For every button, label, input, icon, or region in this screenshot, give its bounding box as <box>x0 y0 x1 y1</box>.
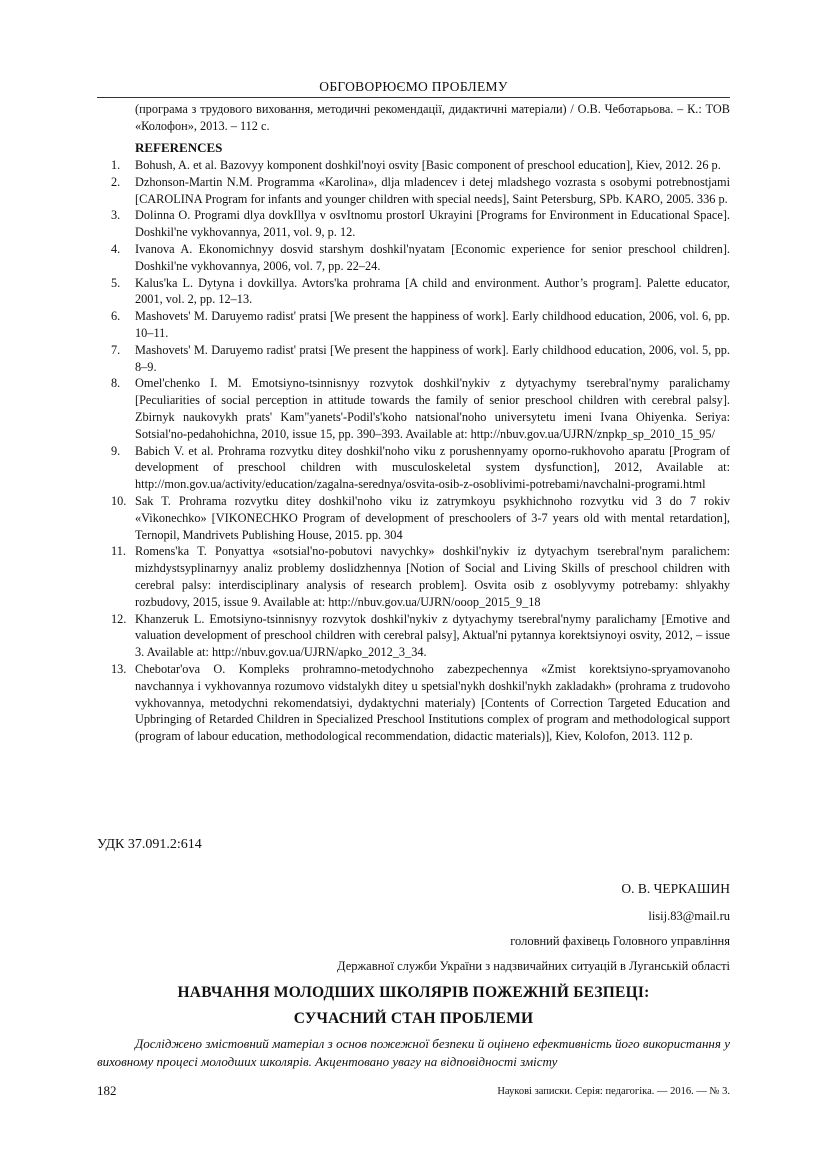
reference-item <box>97 174 730 208</box>
reference-item <box>97 241 730 275</box>
reference-number: 13. <box>111 661 127 676</box>
reference-text: Mashovets' M. Daruyemo radist' pratsi [We present the happiness of work]. Early childhood education, 2006, vol. 6, pp. 10–11. <box>135 309 730 340</box>
reference-text: Khanzeruk L. Emotsiyno-tsinnisnyy rozvytok doshkil'nykiv z dytyachymy tserebral'nymy paralichamy [Emotive and valuation development of preschool children with cerebral palsy], Aktual'ni pytannya korektsiynoyi osvity, 2012, – issue 3. Available at: http://nbuv.gov.ua/UJRN/apko_2012_3_34. <box>135 611 730 660</box>
article-title-line1: НАВЧАННЯ МОЛОДШИХ ШКОЛЯРІВ ПОЖЕЖНІЙ БЕЗПЕЦІ: <box>177 984 650 1001</box>
reference-continuation: (програма з трудового виховання, методичні рекомендації, дидактичні матеріали) / О.В. Чеботарьова. – К.: ТОВ «Колофон», 2013. – 112 с. <box>135 102 730 133</box>
reference-item <box>97 443 730 493</box>
reference-item <box>97 375 730 442</box>
reference-item <box>97 611 730 661</box>
reference-item <box>97 157 730 174</box>
reference-item <box>97 493 730 543</box>
reference-text: Dzhonson-Martin N.M. Programma «Karolina», dlja mladencev i detej mladshego vozrasta s osobymi potrebnostjami [CAROLINA Program for infants and younger children with special needs], Saint Petersburg, SPb. KARO, 2005. 336 p. <box>135 174 730 206</box>
reference-number: 10. <box>111 493 127 508</box>
reference-number: 12. <box>111 611 127 626</box>
author-position: головний фахівець Головного управління <box>510 934 730 948</box>
author-affiliation: Державної служби України з надзвичайних ситуацій в Луганській області <box>337 959 730 973</box>
reference-number: 8. <box>111 376 121 391</box>
reference-item <box>97 207 730 241</box>
page-number: 182 <box>97 1083 117 1098</box>
udk-code: УДК 37.091.2:614 <box>97 837 202 852</box>
reference-number: 3. <box>111 208 121 223</box>
reference-item <box>97 342 730 376</box>
reference-number: 6. <box>111 309 121 324</box>
reference-text: Mashovets' M. Daruyemo radist' pratsi [We present the happiness of work]. Early childhood education, 2006, vol. 5, pp. 8–9. <box>135 342 730 374</box>
author-name: О. В. ЧЕРКАШИН <box>621 881 730 896</box>
reference-number: 4. <box>111 241 121 256</box>
references-heading: REFERENCES <box>135 140 223 155</box>
reference-item <box>97 308 730 342</box>
references-list <box>97 157 730 745</box>
reference-item <box>97 543 730 610</box>
reference-text: Bohush, A. et al. Bazovyy komponent doshkil'noyi osvity [Basic component of preschool education], Kiev, 2012. 26 p. <box>135 158 721 172</box>
article-abstract: Досліджено змістовний матеріал з основ пожежної безпеки й оцінено ефективність його використання у виховному процесі молодших школярів. Акцентовано увагу на відповідності змісту <box>97 1036 730 1069</box>
header-rule <box>97 97 730 98</box>
reference-text: Dolinna O. Programi dlya dovkIllya v osvItnomu prostorI Ukrayini [Programs for Environment in Educational Space]. Doshkil'ne vykhovannya, 2011, vol. 9, p. 12. <box>135 208 730 240</box>
journal-footer: Наукові записки. Серія: педагогіка. — 2016. — № 3. <box>497 1086 730 1097</box>
reference-text: Chebotar'ova O. Kompleks prohramno-metodychnoho zabezpechennya «Zmist korektsiyno-spryamovanoho navchannya i vykhovannya rozumovo vidstalykh ditey u spetsial'nykh doshkil'nykh zakladakh» (prohrama z trudovoho vykhovannya, metodychni rekomendatsiyi, dydaktychni materialy) [Contents of Correction Targeted Education and Upbringing of Retarded Children in Specialized Preschool Institutions complex of program and methodological support (program of labour education, methodological recommendation, didactic materials)], Kiev, Kolofon, 2013. 112 p. <box>135 661 730 744</box>
reference-text: Romens'ka T. Ponyattya «sotsial'no-pobutovi navychky» doshkil'nykiv iz dytyachym tserebral'nym paralichem: mizhdystsyplinarnyy analiz problemy doslidzhennya [Notion of Social and Living Skills of preschool children with cerebral palsy: interdisciplinary analysis of research problem]. Osvita osib z osoblyvymy potrebamy: shlyakhy rozbudovy, 2015, issue 9. Available at: http://nbuv.gov.ua/UJRN/ooop_2015_9_18 <box>135 544 730 609</box>
reference-number: 2. <box>111 174 121 189</box>
author-email: lisij.83@mail.ru <box>648 909 730 923</box>
reference-number: 7. <box>111 342 121 357</box>
article-title-line2: СУЧАСНИЙ СТАН ПРОБЛЕМИ <box>293 1010 534 1027</box>
reference-text: Ivanova A. Ekonomichnyy dosvid starshym doshkil'nyatam [Economic experience for senior preschool children]. Doshkil'ne vykhovannya, 2006, vol. 7, pp. 22–24. <box>135 241 730 273</box>
reference-number: 9. <box>111 443 121 458</box>
reference-number: 5. <box>111 275 121 290</box>
reference-text: Omel'chenko I. M. Emotsiyno-tsinnisnyy rozvytok doshkil'nykiv z dytyachymy tserebral'nymy paralichamy [Peculiarities of social perception in attitude towards the family of senior preschool children with cerebral palsy]. Zbirnyk naukovykh prats' Kam"yanets'-Podil's'koho natsional'noho universytetu imeni Ivana Ohiyenka. Seriya: Sotsial'no-pedahohichna, 2010, issue 15, pp. 390–393. Available at: http://nbuv.gov.ua/UJRN/znpkp_sp_2010_15_95/ <box>135 376 730 441</box>
reference-number: 1. <box>111 158 121 172</box>
reference-text: Babich V. et al. Prohrama rozvytku ditey doshkil'noho viku z porushennyamy oporno-rukhovoho aparatu [Program of development of preschool children with musculoskeletal system dysfunction], 2012, Available at: http://mon.gov.ua/activity/education/zagalna-serednya/osvita-osib-z-osoblivimi-potrebami/navchalni-programi.html <box>135 443 730 492</box>
reference-item <box>97 275 730 309</box>
reference-text: Sak T. Prohrama rozvytku ditey doshkil'noho viku iz zatrymkoyu psykhichnoho rozvytku vid 3 do 7 rokiv «Vikonechko» [VIKONECHKO Program of development of preschoolers of 3-7 years old with mental retardation], Ternopil, Mandrivets Publishing House, 2015. pp. 304 <box>135 493 730 542</box>
running-header: ОБГОВОРЮЄМО ПРОБЛЕМУ <box>319 79 508 94</box>
reference-text: Kalus'ka L. Dytyna i dovkillya. Avtors'ka prohrama [A child and environment. Author’s program]. Palette educator, 2001, vol. 2, pp. 12–13. <box>135 275 730 307</box>
reference-item <box>97 661 730 745</box>
reference-number: 11. <box>111 544 126 559</box>
